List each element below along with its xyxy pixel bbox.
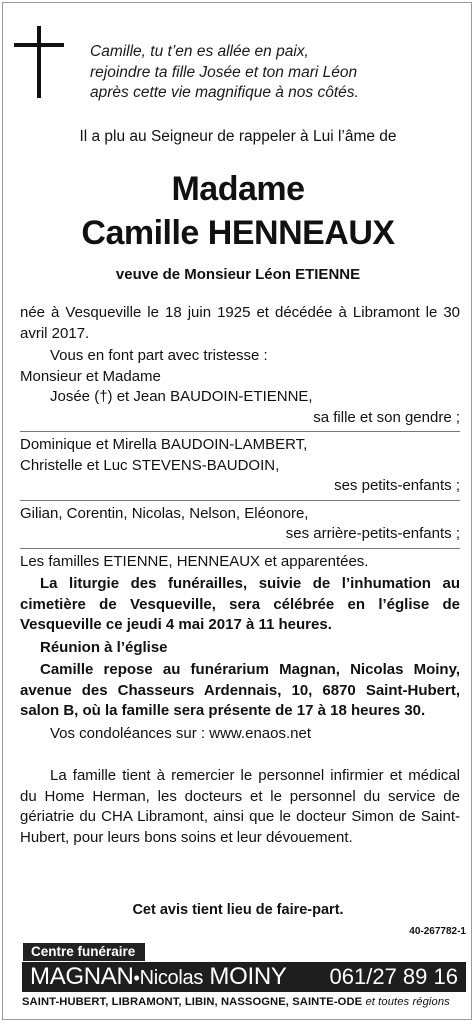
condolences: Vos condoléances sur : www.enaos.net bbox=[50, 724, 311, 742]
announce: Vous en font part avec tristesse : bbox=[50, 347, 268, 364]
family-role: sa fille et son gendre ; bbox=[313, 408, 460, 426]
poem-line: rejoindre ta fille Josée et ton mari Léon bbox=[90, 63, 358, 81]
divider bbox=[20, 548, 460, 549]
intro-text: Il a plu au Seigneur de rappeler à Lui l’âme de bbox=[79, 128, 397, 145]
visitation: Camille repose au funérarium Magnan, Nicolas Moiny, avenue des Chasseurs Ardennais, 10, 6870 Saint-Hubert, salon B, où la famille sera présente de 17 à 18 heures 30. bbox=[20, 661, 460, 719]
funeral-home-banner bbox=[4, 940, 470, 1020]
phone-number: 061/27 89 16 bbox=[329, 964, 458, 989]
family-line: Les familles ETIENNE, HENNEAUX et apparentées. bbox=[20, 552, 369, 570]
reference-number: 40-267782-1 bbox=[409, 926, 466, 937]
widow-of: veuve de Monsieur Léon ETIENNE bbox=[115, 266, 361, 283]
liturgy: La liturgie des funérailles, suivie de l’inhumation au cimetière de Vesqueville, sera célébrée en l’église de Vesqueville ce jeudi 4 mai 2017 à 11 heures. bbox=[20, 575, 460, 633]
cross-icon bbox=[14, 26, 66, 98]
brand-part: MAGNAN bbox=[30, 963, 134, 990]
banner-label: Centre funéraire bbox=[22, 942, 146, 962]
family-line: Gilian, Corentin, Nicolas, Nelson, Eléonore, bbox=[20, 504, 309, 522]
brand-bar bbox=[22, 962, 466, 992]
brand-part: Nicolas bbox=[139, 967, 204, 989]
closing-line: Cet avis tient lieu de faire-part. bbox=[132, 902, 344, 918]
brand-part: MOINY bbox=[209, 963, 287, 990]
deceased-title: Madame bbox=[171, 170, 305, 208]
notice-body bbox=[20, 303, 460, 848]
birth-death: née à Vesqueville le 18 juin 1925 et décédée à Libramont le 30 avril 2017. bbox=[20, 304, 460, 342]
divider bbox=[20, 500, 460, 501]
brand-name bbox=[30, 963, 287, 991]
poem-line: après cette vie magnifique à nos côtés. bbox=[90, 84, 359, 101]
locations-list: SAINT-HUBERT, LIBRAMONT, LIBIN, NASSOGNE, SAINTE-ODE bbox=[22, 996, 363, 1008]
family-line: Josée (†) et Jean BAUDOIN-ETIENNE, bbox=[50, 388, 313, 405]
family-line: Dominique et Mirella BAUDOIN-LAMBERT, bbox=[20, 436, 308, 453]
poem bbox=[90, 42, 460, 104]
family-line: Christelle et Luc STEVENS-BAUDOIN, bbox=[20, 456, 280, 474]
poem-line: Camille, tu t’en es allée en paix, bbox=[90, 43, 309, 60]
family-role: ses arrière-petits-enfants ; bbox=[285, 525, 460, 542]
deceased-name: Camille HENNEAUX bbox=[81, 214, 395, 252]
divider bbox=[20, 431, 460, 432]
reunion: Réunion à l’église bbox=[40, 638, 168, 656]
thanks: La famille tient à remercier le personnel infirmier et médical du Home Herman, les docteurs et le personnel du service de gériatrie du CHA Libramont, ainsi que le docteur Simon de Saint-Hubert, pour leurs bons soins et leur dévouement. bbox=[20, 767, 460, 846]
locations-suffix: et toutes régions bbox=[365, 996, 450, 1008]
family-line: Monsieur et Madame bbox=[20, 367, 161, 385]
brand-dot: • bbox=[133, 968, 140, 988]
family-role: ses petits-enfants ; bbox=[334, 477, 460, 494]
locations bbox=[22, 996, 466, 1008]
